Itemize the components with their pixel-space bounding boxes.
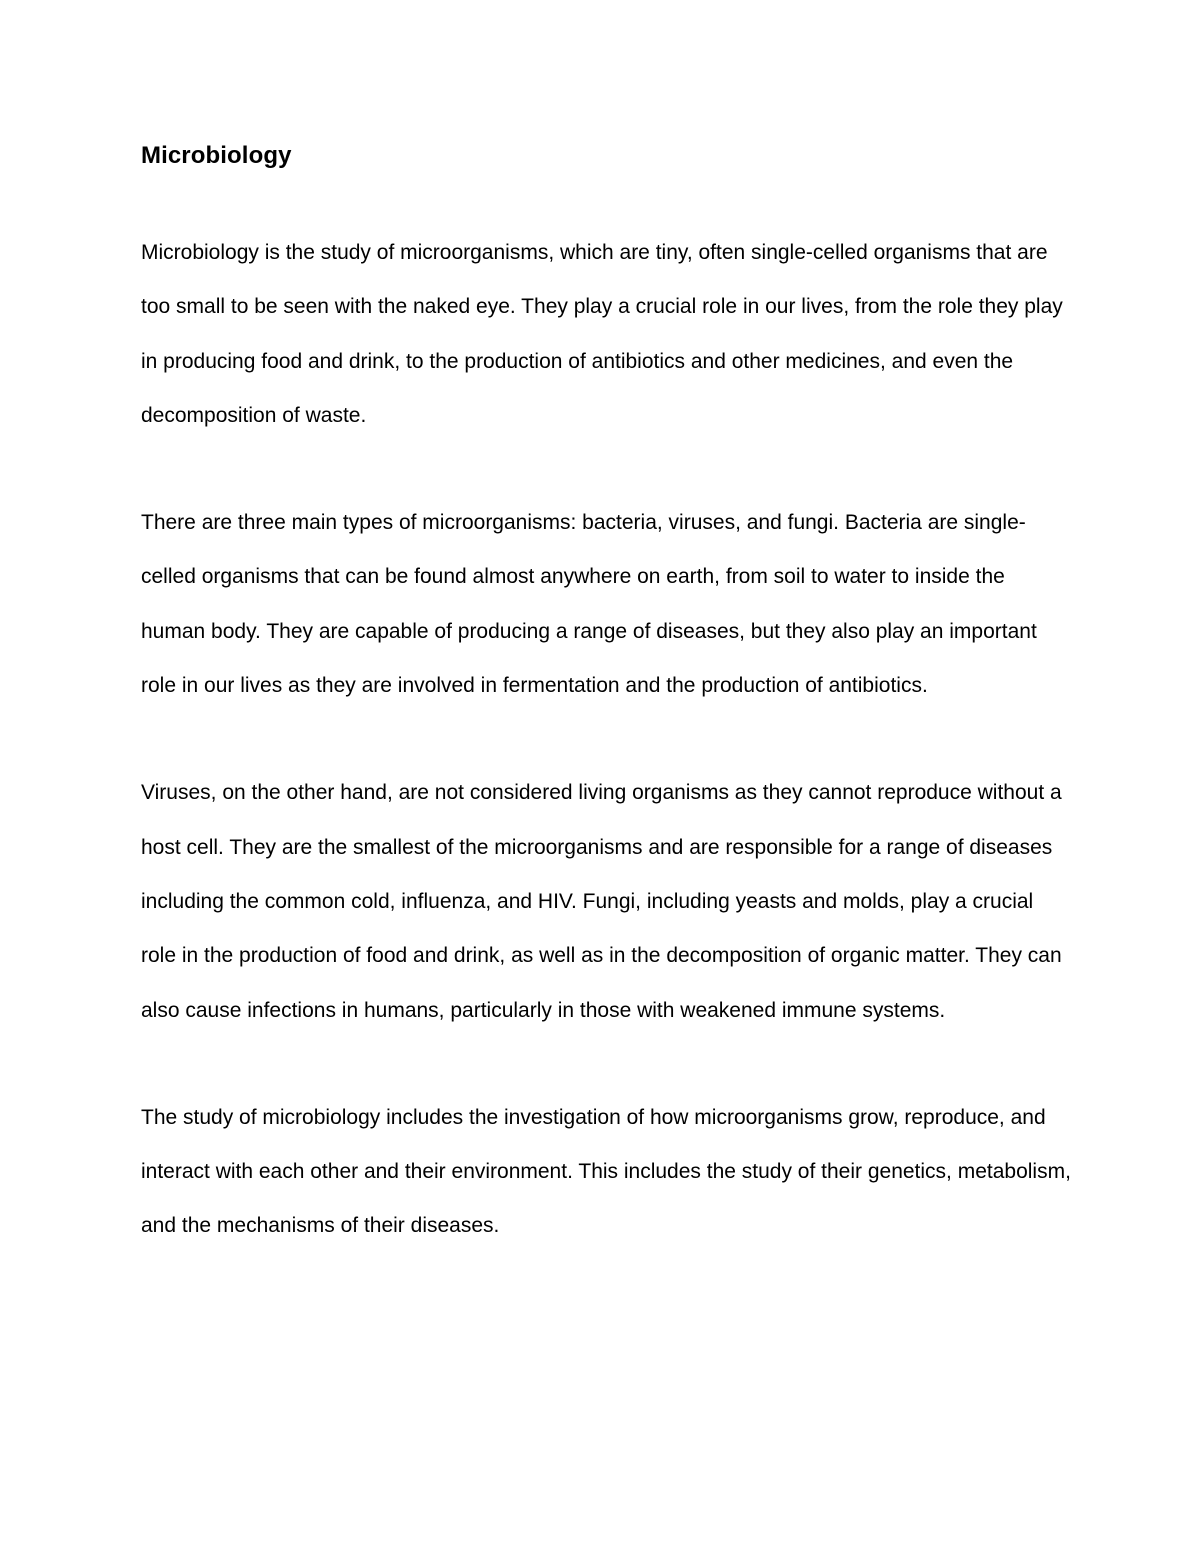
paragraph-intro: Microbiology is the study of microorganisms, which are tiny, often single-celled organisms that are too small to be seen with the naked eye. They play a crucial role in our lives, from the role they play in producing food and drink, to the production of antibiotics and other medicines, and even the decomposition of waste. [141, 241, 1063, 427]
paragraph-study: The study of microbiology includes the investigation of how microorganisms grow, reproduce, and interact with each other and their environment. This includes the study of their genetics, metabolism, and the mechanisms of their diseases. [141, 1105, 1071, 1238]
document-title: Microbiology [141, 142, 292, 169]
paragraph-viruses-fungi: Viruses, on the other hand, are not considered living organisms as they cannot reproduce without a host cell. They are the smallest of the microorganisms and are responsible for a range of diseases including the common cold, influenza, and HIV. Fungi, including yeasts and molds, play a crucial role in the production of food and drink, as well as in the decomposition of organic matter. They can also cause infections in humans, particularly in those with weakened immune systems. [141, 781, 1062, 1022]
document-body [141, 136, 1071, 1254]
paragraph-types: There are three main types of microorganisms: bacteria, viruses, and fungi. Bacteria are single-celled organisms that can be found almost anywhere on earth, from soil to water to inside the human body. They are capable of producing a range of diseases, but they also play an important role in our lives as they are involved in fermentation and the production of antibiotics. [141, 511, 1037, 698]
